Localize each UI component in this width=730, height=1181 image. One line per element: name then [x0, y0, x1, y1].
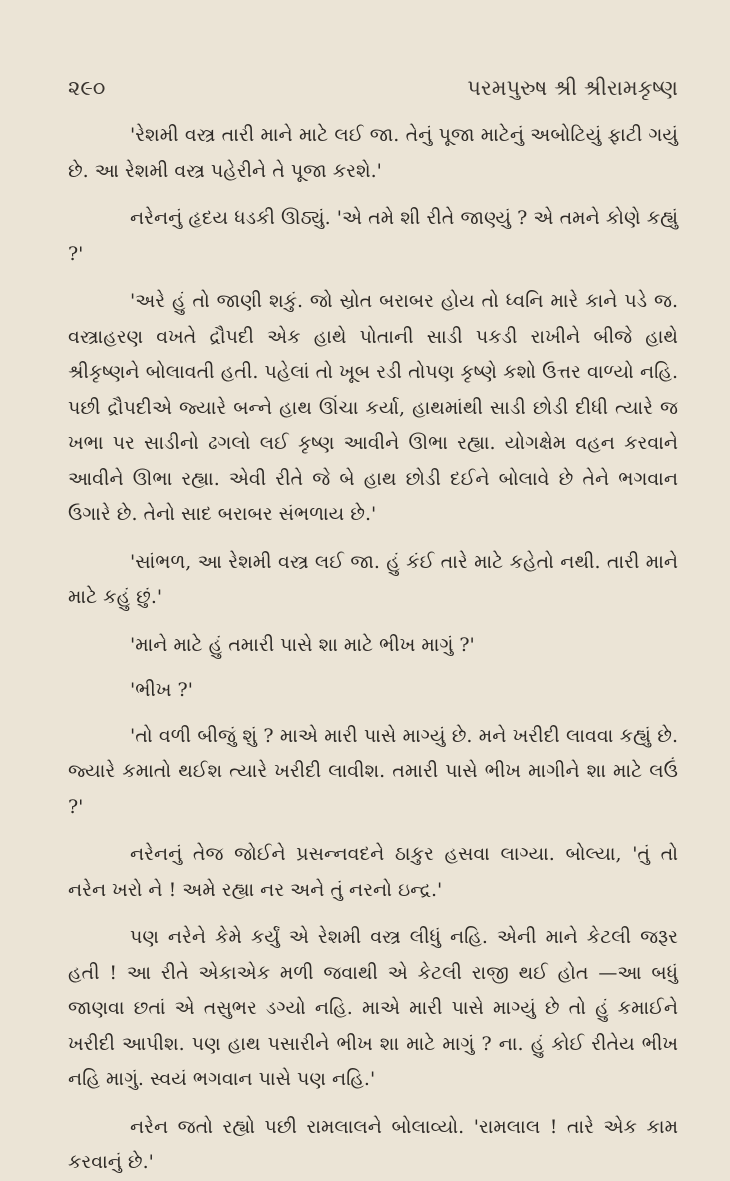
paragraph: 'તો વળી બીજું શું ? માએ મારી પાસે માગ્યું છે. મને ખરીદી લાવવા કહ્યું છે. જ્યારે કમાતો થઈશ ત્યારે ખરીદી લાવીશ. તમારી પાસે ભીખ માગીને શા માટે લઉં ?': [68, 724, 678, 818]
paragraph: 'અરે હું તો જાણી શકું. જો સ્રોત બરાબર હોય તો ધ્વનિ મારે કાને પડે જ. વસ્ત્રાહરણ વખતે દ્રૌપદી એક હાથે પોતાની સાડી પકડી રાખીને બીજે હાથે શ્રીકૃષ્ણને બોલાવતી હતી. પહેલાં તો ખૂબ રડી તોપણ કૃષ્ણે કશો ઉત્તર વાળ્યો નહિ. પછી દ્રૌપદીએ જ્યારે બન્ને હાથ ઊંચા કર્યા, હાથમાંથી સાડી છોડી દીધી ત્યારે જ ખભા પર સાડીનો ઢગલો લઈ કૃષ્ણ આવીને ઊભા રહ્યા. યોગક્ષેમ વહન કરવાને આવીને ઊભા રહ્યા. એવી રીતે જે બે હાથ છોડી દઈને બોલાવે છે તેને ભગવાન ઉગારે છે. તેનો સાદ બરાબર સંભળાય છે.': [68, 290, 678, 525]
paragraph: નરેન જતો રહ્યો પછી રામલાલને બોલાવ્યો. 'રામલાલ ! તારે એક કામ કરવાનું છે.': [68, 1115, 678, 1173]
paragraph: 'રેશમી વસ્ત્ર તારી માને માટે લઈ જા. તેનું પૂજા માટેનું અબોટિયું ફાટી ગયું છે. આ રેશમી વસ્ત્ર પહેરીને તે પૂજા કરશે.': [68, 124, 678, 182]
paragraph: 'માને માટે હું તમારી પાસે શા માટે ભીખ માગું ?': [130, 633, 475, 656]
page-header: [68, 76, 678, 110]
page-number: ૨૯૦: [68, 76, 106, 100]
running-title: પરમપુરુષ શ્રી શ્રીરામકૃષ્ણ: [467, 76, 678, 100]
paragraph: નરેનનું તેજ જોઈને પ્રસન્નવદને ઠાકુર હસવા લાગ્યા. બોલ્યા, 'તું તો નરેન ખરો ને ! અમે રહ્યા નર અને તું નરનો ઇન્દ્ર.': [68, 843, 678, 901]
paragraph: 'સાંભળ, આ રેશમી વસ્ત્ર લઈ જા. હું કંઈ તારે માટે કહેતો નથી. તારી માને માટે કહું છું.': [68, 550, 678, 608]
page-body: [68, 118, 678, 1181]
paragraph: પણ નરેને કેમે કર્યું એ રેશમી વસ્ત્ર લીધું નહિ. એની માને કેટલી જરૂર હતી ! આ રીતે એકાએક મળી જવાથી એ કેટલી રાજી થઈ હોત —આ બધું જાણવા છતાં એ તસુભર ડગ્યો નહિ. માએ મારી પાસે માગ્યું છે તો હું કમાઈને ખરીદી આપીશ. પણ હાથ પસારીને ભીખ શા માટે માગું ? ના. હું કોઈ રીતેય ભીખ નહિ માગું. સ્વયં ભગવાન પાસે પણ નહિ.': [68, 926, 678, 1090]
paragraph: 'ભીખ ?': [130, 679, 193, 701]
paragraph: નરેનનું હૃદય ધડકી ઊઠ્યું. 'એ તમે શી રીતે જાણ્યું ? એ તમને કોણે કહ્યું ?': [68, 207, 678, 265]
